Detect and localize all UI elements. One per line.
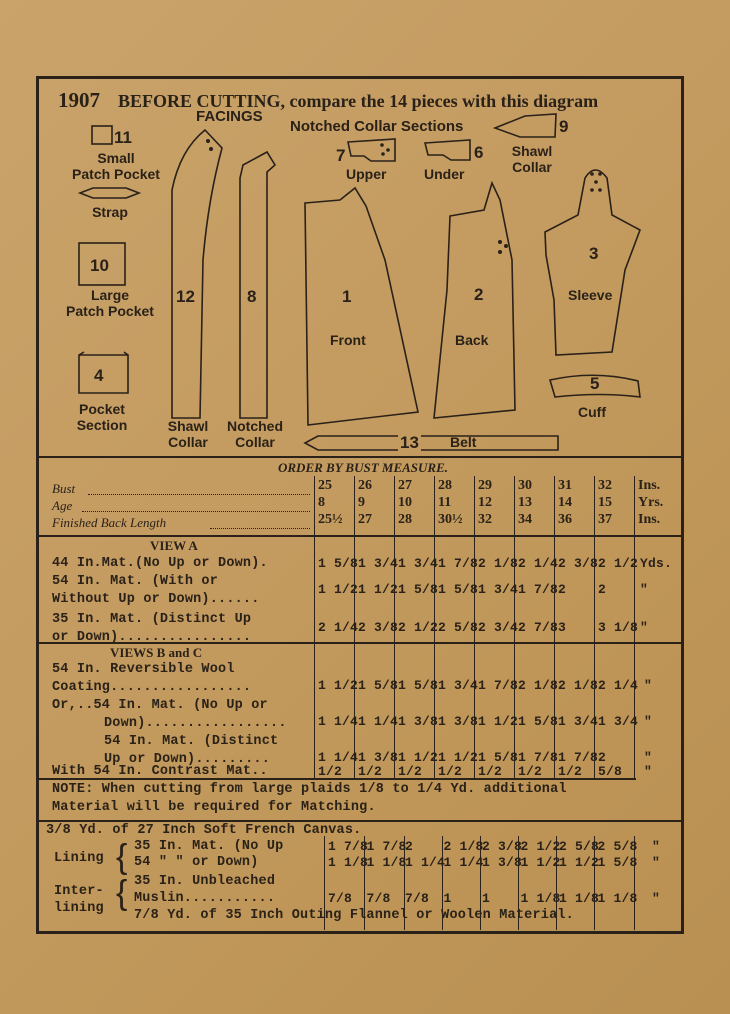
yardage-cell: 1/2: [358, 764, 383, 779]
piece-3-number: 3: [589, 244, 599, 263]
material-label: Up or Down).........: [104, 752, 271, 767]
piece-3-label: Sleeve: [568, 287, 613, 303]
yardage-cell: 1 5/8: [398, 678, 439, 693]
yardage-cell: 1: [482, 891, 491, 906]
yardage-cell: 2 7/8: [518, 620, 559, 635]
yardage-cell: 1 1/2: [398, 750, 439, 765]
piece-4-label: Pocket Section: [76, 401, 128, 433]
yardage-cell: 1 5/8: [358, 678, 399, 693]
col-divider: [594, 476, 595, 778]
leader-dots: [210, 528, 310, 529]
material-label: Down).................: [104, 716, 287, 731]
piece-12-label: Shawl Collar: [167, 418, 209, 450]
piece-12-number: 12: [176, 287, 195, 306]
size-cell: 26: [358, 478, 372, 493]
yardage-cell: 2: [598, 750, 607, 765]
size-cell: 34: [518, 512, 532, 527]
size-cell: 27: [358, 512, 372, 527]
yardage-cell: 2 1/4: [318, 620, 359, 635]
size-cell: 14: [558, 495, 572, 510]
unit-cell: ": [644, 678, 653, 693]
piece-8-number: 8: [247, 287, 257, 306]
table-title: ORDER BY BUST MEASURE.: [278, 460, 449, 475]
piece-12-shawl-collar-facing: [172, 130, 222, 418]
yardage-cell: 1 7/8: [518, 750, 559, 765]
material-label: Without Up or Down)......: [52, 592, 260, 607]
piece-1-label: Front: [330, 332, 366, 348]
unit-cell: ": [652, 855, 661, 870]
yardage-cell: 1 3/4: [598, 714, 639, 729]
yardage-cell: 2: [598, 582, 607, 597]
yardage-cell: 2 3/8: [482, 839, 523, 854]
piece-6-number: 6: [474, 143, 484, 162]
canvas-line: 3/8 Yd. of 27 Inch Soft French Canvas.: [46, 823, 362, 838]
size-cell: 10: [398, 495, 412, 510]
yardage-cell: 1 5/8: [438, 582, 479, 597]
yardage-cell: 2 1/8: [443, 839, 484, 854]
material-label: 35 In. Mat. (Distinct Up: [52, 612, 252, 627]
piece-7-label: Upper: [346, 166, 387, 182]
table-top-rule: [36, 456, 684, 458]
size-cell: 8: [318, 495, 325, 510]
yardage-cell: 1 1/4: [318, 714, 359, 729]
interlining-material-label: 35 In. Unbleached: [134, 874, 276, 889]
piece-9-label: Shawl Collar: [511, 143, 553, 175]
piece-8-label: Notched Collar: [227, 418, 283, 450]
rule-after-header: [36, 535, 684, 537]
yardage-cell: 2 1/2: [520, 839, 561, 854]
yardage-cell: 2 5/8: [438, 620, 479, 635]
yardage-cell: 1 3/4: [558, 714, 599, 729]
unit-cell: Ins.: [638, 478, 661, 493]
yardage-cell: 1 1/8: [366, 855, 407, 870]
yardage-cell: 1 1/2: [559, 855, 600, 870]
yardage-cell: 2 3/4: [478, 620, 519, 635]
yardage-cell: 7/8: [366, 891, 391, 906]
unit-cell: ": [640, 620, 649, 635]
yardage-cell: 2: [558, 582, 567, 597]
yardage-cell: 1/2: [518, 764, 543, 779]
yardage-cell: 1 3/8: [358, 750, 399, 765]
unit-cell: Yrs.: [638, 495, 664, 510]
piece-4-number: 4: [94, 366, 104, 385]
size-cell: 28: [438, 478, 452, 493]
yardage-cell: 1 1/2: [478, 714, 519, 729]
yardage-cell: 1 1/8: [520, 891, 561, 906]
yardage-cell: 2 1/2: [398, 620, 439, 635]
size-cell: 27: [398, 478, 412, 493]
size-cell: 32: [478, 512, 492, 527]
interlining-label-2: lining: [54, 901, 104, 916]
yardage-cell: 1 3/8: [398, 714, 439, 729]
yardage-cell: 1 1/8: [559, 891, 600, 906]
material-label: 54 In. Reversible Wool: [52, 662, 235, 677]
material-label: or Down)................: [52, 630, 252, 645]
lining-material-label: 54 " " or Down): [134, 855, 259, 870]
yardage-cell: 2 1/2: [598, 556, 639, 571]
material-label: 54 In. Mat. (Distinct: [104, 734, 279, 749]
piece-1-number: 1: [342, 287, 352, 306]
lining-material-label: 35 In. Mat. (No Up: [134, 839, 284, 854]
unit-cell: ": [644, 750, 653, 765]
piece-6-under-collar: [425, 140, 470, 160]
size-cell: 29: [478, 478, 492, 493]
piece-4-pocket-section: [79, 352, 128, 393]
size-cell: 31: [558, 478, 572, 493]
leader-dots: [82, 511, 310, 512]
unit-cell: ": [640, 582, 649, 597]
size-cell: 30: [518, 478, 532, 493]
row-label-bust: Bust: [52, 481, 76, 496]
yardage-cell: 1/2: [398, 764, 423, 779]
facings-title: FACINGS: [196, 108, 263, 125]
yardage-cell: 1 1/2: [318, 678, 359, 693]
piece-6-label: Under: [424, 166, 465, 182]
yardage-cell: 1 5/8: [398, 582, 439, 597]
yardage-cell: 1 1/2: [358, 582, 399, 597]
yardage-cell: 1 7/8: [478, 678, 519, 693]
unit-cell: ": [644, 764, 653, 779]
interlining-brace: {: [116, 874, 128, 912]
piece-5-number: 5: [590, 374, 600, 393]
piece-13-label: Belt: [450, 434, 477, 450]
yardage-cell: 1 7/8: [558, 750, 599, 765]
size-cell: 12: [478, 495, 492, 510]
rule-after-note: [36, 820, 684, 822]
yardage-cell: 1 7/8: [366, 839, 407, 854]
yardage-cell: 1 7/8: [328, 839, 369, 854]
row-label-age: Age: [52, 498, 73, 513]
material-label: Coating.................: [52, 680, 252, 695]
interlining-material-label: Muslin...........: [134, 891, 276, 906]
lining-label: Lining: [54, 851, 104, 866]
piece-8-notched-collar-facing: [240, 152, 275, 418]
pattern-number: 1907: [58, 88, 100, 112]
yardage-cell: 1 5/8: [518, 714, 559, 729]
piece-11-small-patch-pocket: [92, 126, 112, 144]
yardage-cell: 1 5/8: [478, 750, 519, 765]
yardage-cell: 1 1/4: [318, 750, 359, 765]
size-cell: 15: [598, 495, 612, 510]
note-line-2: Material will be required for Matching.: [52, 800, 376, 815]
interlining-label-1: Inter-: [54, 884, 104, 899]
notched-collar-sections-title: Notched Collar Sections: [290, 118, 464, 135]
yardage-cell: 1/2: [318, 764, 343, 779]
yardage-cell: 1/2: [558, 764, 583, 779]
unit-cell: ": [644, 714, 653, 729]
yardage-cell: 1 1/4: [405, 855, 446, 870]
views-bc-title: VIEWS B and C: [110, 645, 203, 660]
piece-13-number: 13: [400, 433, 419, 452]
unit-cell: Yds.: [640, 556, 673, 571]
unit-cell: Ins.: [638, 512, 661, 527]
yardage-cell: 5/8: [598, 764, 623, 779]
size-cell: 11: [438, 495, 452, 510]
yardage-cell: 1 7/8: [438, 556, 479, 571]
yardage-cell: 2 1/8: [558, 678, 599, 693]
size-cell: 36: [558, 512, 572, 527]
yardage-cell: 2: [405, 839, 414, 854]
yardage-cell: 1 1/4: [443, 855, 484, 870]
material-label: 54 In. Mat. (With or: [52, 574, 219, 589]
yardage-cell: 2 5/8: [559, 839, 600, 854]
col-divider: [314, 476, 315, 778]
piece-strap: [80, 188, 139, 198]
yardage-cell: 1 1/2: [318, 582, 359, 597]
unit-cell: ": [652, 891, 661, 906]
yardage-cell: 1 3/8: [438, 714, 479, 729]
yardage-cell: 1 5/8: [318, 556, 359, 571]
piece-10-number: 10: [90, 256, 109, 275]
piece-1-front: [305, 188, 418, 425]
size-cell: 25½: [318, 512, 343, 527]
flannel-line: 7/8 Yd. of 35 Inch Outing Flannel or Woolen Material.: [134, 908, 574, 923]
material-label: Or,..54 In. Mat. (No Up or: [52, 698, 268, 713]
yardage-cell: 1 3/4: [438, 678, 479, 693]
yardage-cell: 2 1/4: [518, 556, 559, 571]
yardage-cell: 1 3/4: [478, 582, 519, 597]
yardage-cell: 3: [558, 620, 567, 635]
piece-10-label: Large Patch Pocket: [66, 287, 154, 319]
piece-2-label: Back: [455, 332, 489, 348]
yardage-cell: 1 1/2: [520, 855, 561, 870]
material-label: With 54 In. Contrast Mat..: [52, 764, 268, 779]
yardage-cell: 2 1/8: [478, 556, 519, 571]
header-instruction: BEFORE CUTTING, compare the 14 pieces with this diagram: [118, 91, 599, 111]
lining-brace: {: [116, 838, 128, 876]
yardage-cell: 1/2: [478, 764, 503, 779]
size-cell: 25: [318, 478, 332, 493]
pattern-pieces-diagram: [0, 0, 730, 460]
yardage-cell: 1/2: [438, 764, 463, 779]
yardage-cell: 1 3/4: [398, 556, 439, 571]
piece-9-number: 9: [559, 117, 569, 136]
yardage-cell: 2 1/8: [518, 678, 559, 693]
piece-11-number: 11: [114, 128, 132, 147]
piece-2-number: 2: [474, 285, 484, 304]
yardage-cell: 1 3/8: [482, 855, 523, 870]
yardage-cell: 1 7/8: [518, 582, 559, 597]
material-label: 44 In.Mat.(No Up or Down).: [52, 556, 268, 571]
piece-11-label: Small Patch Pocket: [72, 150, 160, 182]
leader-dots: [88, 494, 310, 495]
size-cell: 30½: [438, 512, 463, 527]
yardage-cell: 1 5/8: [597, 855, 638, 870]
piece-7-number: 7: [336, 146, 346, 165]
piece-5-label: Cuff: [578, 404, 606, 420]
yardage-cell: 2 5/8: [597, 839, 638, 854]
yardage-cell: 1 1/8: [597, 891, 638, 906]
yardage-cell: 2 3/8: [358, 620, 399, 635]
yardage-cell: 3 1/8: [598, 620, 639, 635]
note-line-1: NOTE: When cutting from large plaids 1/8 to 1/4 Yd. additional: [52, 782, 567, 797]
size-cell: 37: [598, 512, 612, 527]
yardage-cell: 2 1/4: [598, 678, 639, 693]
row-label-back-length: Finished Back Length: [52, 515, 167, 530]
size-cell: 9: [358, 495, 365, 510]
yardage-cell: 7/8: [328, 891, 353, 906]
yardage-cell: 1 1/2: [438, 750, 479, 765]
piece-13-belt: [305, 436, 558, 450]
view-a-title: VIEW A: [150, 538, 198, 553]
yardage-cell: 2 3/8: [558, 556, 599, 571]
yardage-cell: 1 1/4: [358, 714, 399, 729]
yardage-cell: 7/8: [405, 891, 430, 906]
size-cell: 13: [518, 495, 532, 510]
yardage-cell: 1 1/8: [328, 855, 369, 870]
yardage-cell: 1: [443, 891, 452, 906]
size-cell: 32: [598, 478, 612, 493]
unit-cell: ": [652, 839, 661, 854]
size-cell: 28: [398, 512, 412, 527]
strap-label: Strap: [92, 204, 128, 220]
yardage-cell: 1 3/4: [358, 556, 399, 571]
piece-9-shawl-collar: [495, 114, 556, 137]
